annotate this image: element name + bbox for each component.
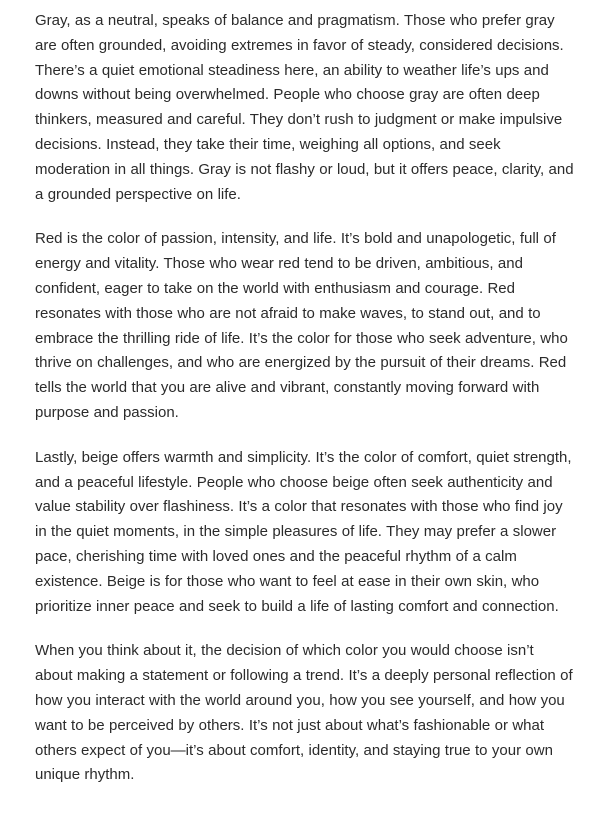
paragraph-red: Red is the color of passion, intensity, and life. It’s bold and unapologetic, full of energy and vitality. Those who wear red tend to be driven, ambitious, and confident, eager to take on the world with enthusiasm and courage. Red resonates with those who are not afraid to make waves, to stand out, and to embrace the thrilling ride of life. It’s the color for those who seek adventure, who thrive on challenges, and who are energized by the pursuit of their dreams. Red tells the world that you are alive and vibrant, constantly moving forward with purpose and passion. [35, 230, 568, 421]
paragraph-gray: Gray, as a neutral, speaks of balance and pragmatism. Those who prefer gray are often grounded, avoiding extremes in favor of steady, considered decisions. There’s a quiet emotional steadiness here, an ability to weather life’s ups and downs without being overwhelmed. People who choose gray are often deep thinkers, measured and careful. They don’t rush to judgment or make impulsive decisions. Instead, they take their time, weighing all options, and seek moderation in all things. Gray is not flashy or loud, but it offers peace, clarity, and a grounded perspective on life. [35, 12, 574, 203]
paragraph-conclusion: When you think about it, the decision of which color you would choose isn’t about making a statement or following a trend. It’s a deeply personal reflection of how you interact with the world around you, how you see yourself, and how you want to be perceived by others. It’s not just about what’s fashionable or what others expect of you—it’s about comfort, identity, and staying true to your own unique rhythm. [35, 642, 573, 784]
paragraph-beige: Lastly, beige offers warmth and simplicity. It’s the color of comfort, quiet strength, and a peaceful lifestyle. People who choose beige often seek authenticity and value stability over flashiness. It’s a color that resonates with those who find joy in the quiet moments, in the simple pleasures of life. They may prefer a slower pace, cherishing time with loved ones and the peaceful rhythm of a calm existence. Beige is for those who want to feel at ease in their own skin, who prioritize inner peace and seek to build a life of lasting comfort and connection. [35, 448, 572, 615]
